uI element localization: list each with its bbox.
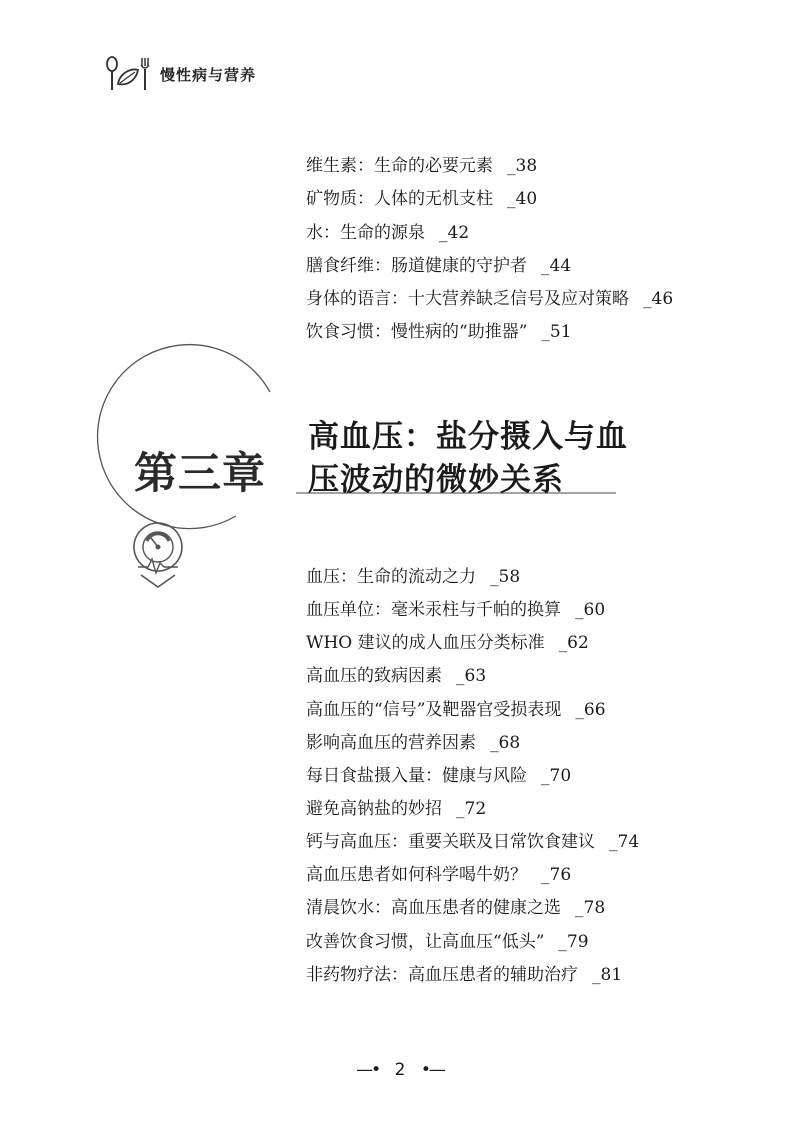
toc-entry[interactable] (306, 594, 639, 627)
toc-entry-title: 膳食纤维：肠道健康的守护者 (306, 255, 527, 276)
toc-entry-page: _63 (456, 666, 487, 687)
toc-entry[interactable] (306, 660, 639, 693)
toc-entry-page: _76 (541, 865, 572, 886)
chapter-label: 第三章 (134, 449, 266, 499)
toc-entry-title: 高血压的“信号”及靶器官受损表现 (306, 699, 562, 720)
toc-entry-page: _58 (490, 567, 521, 587)
toc-entry[interactable] (306, 859, 639, 892)
page-number: 2 (394, 1060, 406, 1080)
toc-entry-title: 每日食盐摄入量：健康与风险 (306, 765, 527, 786)
chapter-title-line: 高血压：盐分摄入与血 (308, 419, 628, 455)
toc-entry-page: _60 (575, 600, 606, 621)
toc-entry-title: 血压单位：毫米汞柱与千帕的换算 (306, 600, 561, 621)
toc-entry-title: 清晨饮水：高血压患者的健康之选 (306, 898, 561, 919)
toc-entry-title: 水：生命的源泉 (306, 222, 425, 243)
book-title: 慢性病与营养 (160, 65, 257, 84)
toc-list-bottom (306, 561, 639, 992)
toc-entry[interactable] (306, 793, 639, 826)
footer-dash-right: •— (420, 1060, 444, 1080)
toc-entry-title: 高血压患者如何科学喝牛奶？ (306, 865, 527, 886)
toc-entry-page: _62 (558, 633, 589, 654)
toc-entry-title: 非药物疗法：高血压患者的辅助治疗 (306, 964, 578, 985)
toc-entry-title: 高血压的致病因素 (306, 666, 442, 687)
toc-entry[interactable] (306, 150, 673, 183)
toc-entry-page: _78 (575, 898, 606, 919)
toc-entry[interactable] (306, 959, 639, 992)
page-footer (0, 1060, 800, 1080)
spoon-leaf-fork-icon (104, 54, 152, 94)
toc-entry-title: 避免高钠盐的妙招 (306, 798, 442, 819)
toc-entry[interactable] (306, 217, 673, 250)
toc-entry-title: 血压：生命的流动之力 (306, 567, 476, 587)
chapter-title-line: 压波动的微妙关系 (308, 462, 564, 498)
toc-entry[interactable] (306, 727, 639, 760)
toc-entry[interactable] (306, 627, 639, 660)
toc-entry-page: _81 (592, 964, 623, 985)
footer-dash-left: —• (356, 1060, 380, 1080)
toc-entry-title: 饮食习惯：慢性病的“助推器” (306, 322, 528, 343)
toc-entry[interactable] (306, 561, 639, 594)
toc-entry-page: _42 (439, 222, 470, 243)
toc-entry-page: _70 (541, 765, 572, 786)
toc-entry-title: 维生素：生命的必要元素 (306, 156, 493, 176)
toc-entry[interactable] (306, 183, 673, 216)
toc-entry-title: 钙与高血压：重要关联及日常饮食建议 (306, 832, 595, 853)
toc-entry-page: _68 (490, 732, 521, 753)
toc-entry[interactable] (306, 250, 673, 283)
toc-entry[interactable] (306, 826, 639, 859)
toc-entry[interactable] (306, 926, 639, 959)
toc-entry-title: 改善饮食习惯，让高血压“低头” (306, 931, 545, 952)
toc-entry-title: WHO 建议的成人血压分类标准 (306, 633, 545, 654)
toc-entry[interactable] (306, 892, 639, 925)
toc-entry-page: _38 (507, 156, 538, 176)
toc-entry-title: 矿物质：人体的无机支柱 (306, 189, 493, 210)
blood-pressure-gauge-heart-icon (134, 523, 182, 587)
toc-entry-page: _51 (541, 322, 572, 343)
toc-entry-title: 身体的语言：十大营养缺乏信号及应对策略 (306, 289, 629, 310)
toc-entry-page: _66 (575, 699, 606, 720)
toc-entry-page: _74 (609, 832, 640, 853)
toc-entry[interactable] (306, 694, 639, 727)
toc-entry-page: _44 (541, 255, 572, 276)
toc-entry[interactable] (306, 316, 673, 349)
toc-entry-page: _72 (456, 798, 487, 819)
toc-entry-title: 影响高血压的营养因素 (306, 732, 476, 753)
toc-entry[interactable] (306, 283, 673, 316)
running-header (104, 54, 256, 94)
toc-list-top (306, 150, 673, 350)
toc-entry-page: _40 (507, 189, 538, 210)
toc-entry-page: _46 (643, 289, 674, 310)
toc-entry[interactable] (306, 760, 639, 793)
toc-entry-page: _79 (558, 931, 589, 952)
chapter-title (308, 416, 628, 502)
